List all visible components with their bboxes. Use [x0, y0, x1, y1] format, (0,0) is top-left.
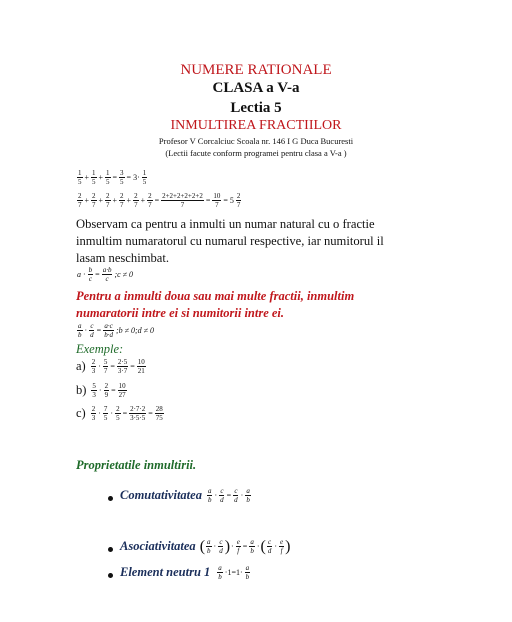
example-b: b) 5 3 · $\frac{2}{9}$ = $\frac{10}{27}$ — [76, 382, 126, 399]
property-commutativity: Comutativitatea a b · $\frac{c}{d}$ = $\frac{c}{d}$ · a b — [120, 487, 250, 504]
property-neutral-element: Element neutru 1 a b ·1=1· a b — [120, 564, 250, 581]
formula-natural-times-fraction: a · $\frac{b}{c}$ = $\frac{a\cdot b}{c}$ ;c ≠ 0 — [77, 266, 134, 283]
formula-repeated-addition: 2 7 + $\frac{2}{7}$ + $\frac{2}{7}$ + $\frac{2}{7}$ + $\frac{2}{7}$ + $\frac{2}{7}$ = $\frac{2+2+2+2+2+2}{7}$ = $\frac{10}{7}$ = 5 2 7 — [78, 192, 241, 209]
class-label: CLASA a V-a — [212, 80, 300, 96]
formula-sum-fractions: 1 5 + $\frac{1}{5}$ + $\frac{1}{5}$ = $\frac{3}{5}$ = 3· 1 5 — [78, 169, 147, 186]
lesson-label: Lectia 5 — [230, 100, 282, 116]
page-title: NUMERE RATIONALE — [180, 62, 332, 78]
bullet-icon — [108, 547, 113, 552]
observation-text: Observam ca pentru a inmulti un numar natural cu o fractie inmultim numaratorul cu numarul respective, iar numitorul il lasam neschimbat. — [76, 217, 384, 265]
properties-title: Proprietatile inmultirii. — [76, 458, 197, 472]
bullet-icon — [108, 496, 113, 501]
example-c: c) 2 3 · 7 5 · $\frac{2}{5}$ = $\frac{2\cdot 7\cdot 2}{3\cdot 5\cdot 5}$ = $\frac{28}{75}$ — [76, 405, 163, 422]
example-a: a) 2 3 · $\frac{5}{7}$ = $\frac{2\cdot 5}{3\cdot 7}$ = $\frac{10}{21}$ — [76, 358, 145, 375]
topic-title: INMULTIREA FRACTIILOR — [170, 118, 342, 133]
rule-text: Pentru a inmulti doua sau mai multe fractii, inmultim numaratorii intre ei si numitorii intre ei. — [76, 289, 355, 320]
note-line: (Lectii facute conform programei pentru clasa a V-a ) — [165, 148, 347, 158]
author-line: Profesor V Corcalciuc Scoala nr. 146 I G Duca Bucuresti — [158, 136, 354, 146]
bullet-icon — [108, 573, 113, 578]
examples-label: Exemple: — [76, 342, 124, 356]
property-associativity: Asociativitatea ( a b · c d ) · $\frac{e}{f}$ = $\frac{a}{b}$ · ( c d · e f ) — [120, 537, 291, 555]
formula-fraction-times-fraction: a b · $\frac{c}{d}$ = $\frac{a\cdot c}{b\cdot d}$ ;b ≠ 0;d ≠ 0 — [78, 322, 155, 339]
